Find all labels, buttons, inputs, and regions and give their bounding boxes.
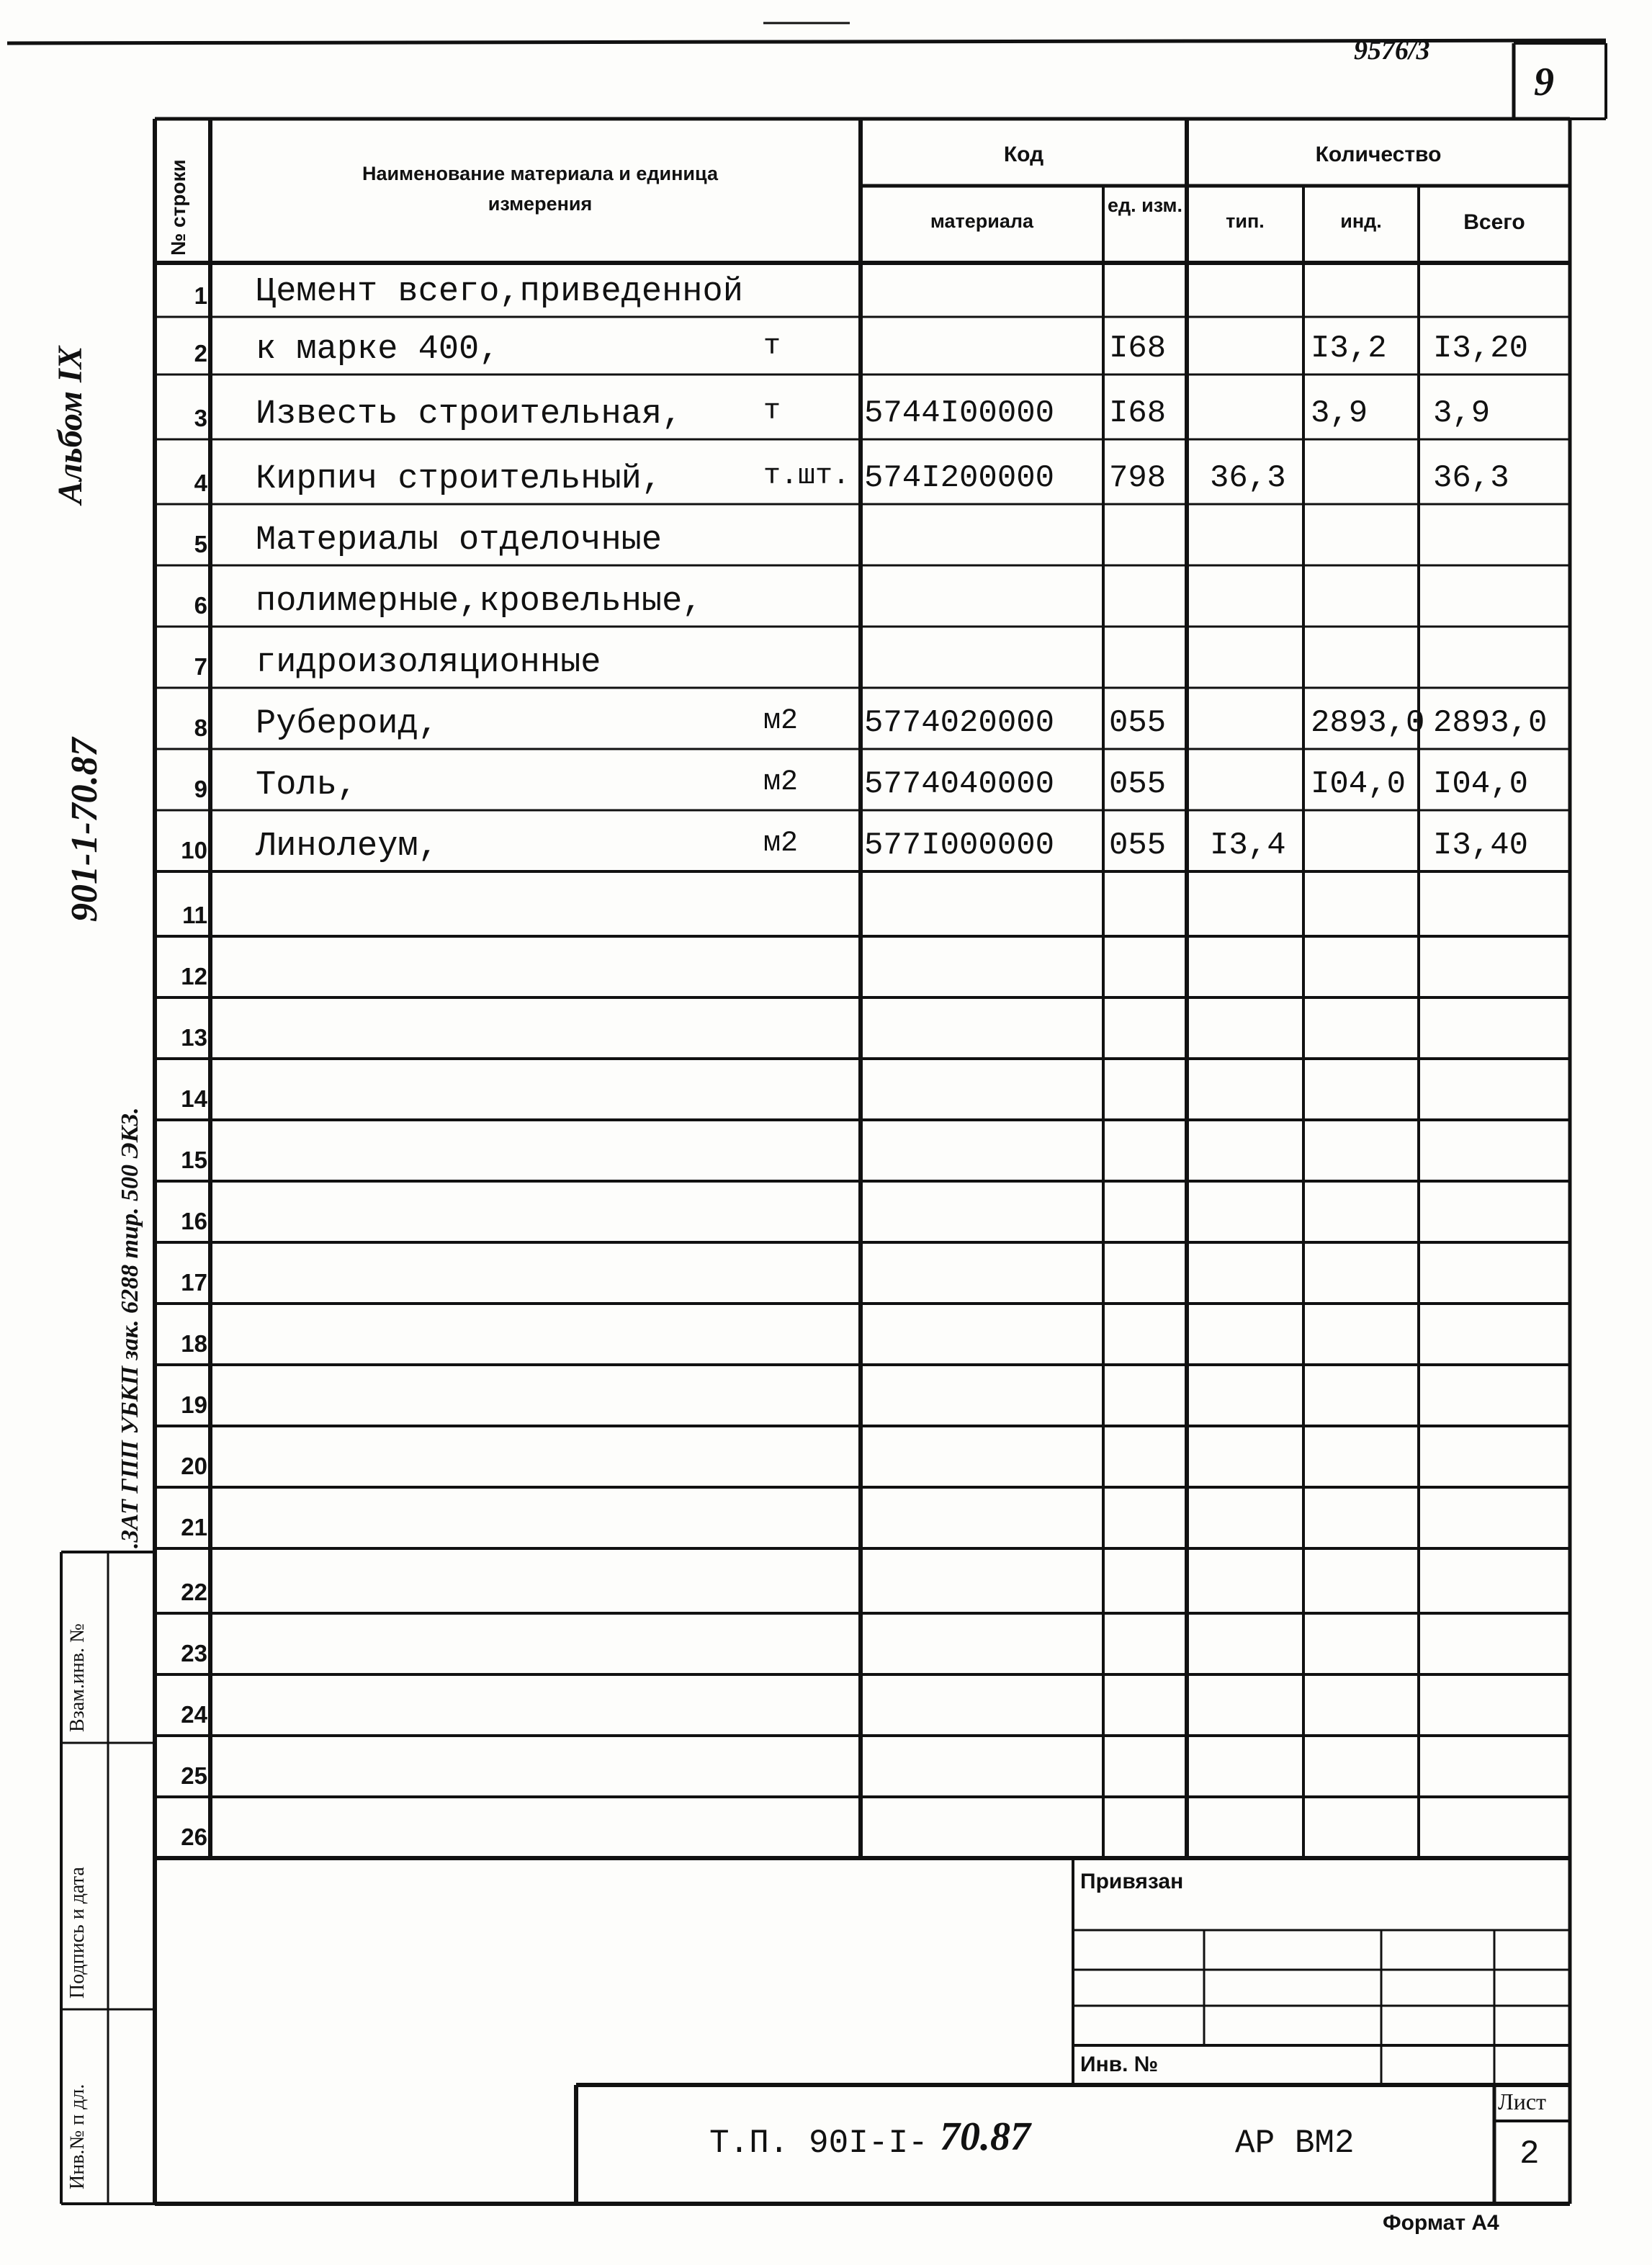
material-code: 574I200000	[864, 460, 1055, 496]
row-number: 4	[194, 470, 207, 496]
row-number: 23	[181, 1640, 207, 1667]
row-number: 16	[181, 1208, 207, 1234]
qty-individual: 2893,0	[1311, 705, 1425, 741]
sheet-label: Лист	[1498, 2089, 1547, 2114]
row-number: 19	[181, 1391, 207, 1418]
unit-of-measure: т	[763, 395, 781, 428]
stamp-vzam-inv: Взам.инв. №	[66, 1623, 89, 1732]
row-number: 5	[194, 531, 207, 557]
row-number: 1	[194, 282, 207, 309]
row-number: 2	[194, 340, 207, 367]
print-info: .ЗАТ ГПП УБКП зак. 6288 тир. 500 ЭКЗ.	[117, 1107, 143, 1548]
material-code: 5744I00000	[864, 395, 1055, 431]
doc-code: АР ВМ2	[1235, 2125, 1355, 2162]
header-total: Всего	[1463, 210, 1525, 234]
qty-typical: 36,3	[1210, 460, 1286, 496]
doc-number-prefix: Т.П. 90I-I-	[709, 2125, 928, 2162]
unit-of-measure: т.шт.	[763, 460, 850, 493]
material-code: 5774040000	[864, 766, 1055, 802]
material-name: Известь строительная,	[256, 395, 683, 434]
sheet-corner-number: 9	[1534, 60, 1554, 104]
row-number: 22	[181, 1579, 207, 1605]
album-label: Альбом IX	[51, 346, 89, 504]
row-number: 18	[181, 1330, 207, 1357]
header-row-number: № строки	[167, 159, 189, 256]
row-number: 12	[181, 963, 207, 990]
row-number: 26	[181, 1824, 207, 1850]
material-name: к марке 400,	[256, 331, 500, 369]
row-number: 25	[181, 1762, 207, 1789]
row-number: 7	[194, 653, 207, 680]
header-typ: тип.	[1226, 210, 1265, 232]
row-number: 3	[194, 405, 207, 431]
qty-individual: I04,0	[1311, 766, 1406, 802]
qty-total: 2893,0	[1433, 705, 1548, 741]
qty-typical: I3,4	[1210, 827, 1286, 864]
unit-code: 055	[1109, 766, 1167, 802]
doc-number-handwritten: 70.87	[940, 2114, 1031, 2159]
unit-of-measure: т	[763, 331, 781, 363]
row-number: 14	[181, 1085, 207, 1112]
row-number: 11	[182, 902, 207, 928]
header-code: Код	[1003, 143, 1044, 166]
qty-total: I3,40	[1433, 827, 1529, 864]
unit-code: 798	[1109, 460, 1167, 496]
stamp-inv-no: Инв.№ п дл.	[66, 2084, 89, 2189]
header-unit: ед. изм.	[1108, 194, 1182, 216]
row-number: 6	[194, 592, 207, 619]
material-name: полимерные,кровельные,	[256, 583, 703, 621]
row-number: 17	[181, 1269, 207, 1296]
row-number: 15	[181, 1147, 207, 1173]
unit-code: I68	[1109, 331, 1167, 367]
header-ind: инд.	[1340, 210, 1382, 232]
row-number: 24	[181, 1701, 207, 1728]
material-name: Линолеум,	[256, 827, 439, 866]
material-code: 5774020000	[864, 705, 1055, 741]
material-name: Рубероид,	[256, 705, 439, 743]
row-number: 13	[181, 1024, 207, 1051]
project-number-side: 901-1-70.87	[64, 737, 105, 922]
header-material-code: материала	[930, 210, 1034, 232]
header-material-name: Наименование материала и единица измерения	[362, 163, 718, 215]
handwritten-id: 9576/3	[1354, 35, 1430, 66]
privyazan-label: Привязан	[1080, 1870, 1184, 1893]
unit-of-measure: м2	[763, 827, 799, 860]
material-name: Кирпич строительный,	[256, 460, 663, 498]
unit-code: I68	[1109, 395, 1167, 431]
format-label: Формат А4	[1383, 2211, 1499, 2235]
unit-code: 055	[1109, 705, 1167, 741]
row-number: 10	[181, 837, 207, 864]
material-name: Материалы отделочные	[256, 521, 663, 560]
material-name: Цемент всего,приведенной	[256, 273, 743, 311]
unit-of-measure: м2	[763, 705, 799, 737]
unit-code: 055	[1109, 827, 1167, 864]
header-quantity: Количество	[1315, 143, 1442, 166]
material-name: гидроизоляционные	[256, 644, 601, 682]
row-number: 20	[181, 1453, 207, 1479]
qty-total: I04,0	[1433, 766, 1529, 802]
material-code: 577I000000	[864, 827, 1055, 864]
row-number: 8	[194, 714, 207, 741]
qty-individual: 3,9	[1311, 395, 1368, 431]
row-number: 21	[181, 1514, 207, 1540]
sheet-number: 2	[1519, 2135, 1540, 2173]
unit-of-measure: м2	[763, 766, 799, 799]
qty-total: 36,3	[1433, 460, 1509, 496]
inv-no-label: Инв. №	[1080, 2053, 1159, 2076]
row-number: 9	[194, 776, 207, 802]
qty-total: I3,20	[1433, 331, 1529, 367]
qty-individual: I3,2	[1311, 331, 1387, 367]
stamp-signature-date: Подпись и дата	[66, 1867, 89, 1999]
qty-total: 3,9	[1433, 395, 1491, 431]
material-name: Толь,	[256, 766, 358, 804]
